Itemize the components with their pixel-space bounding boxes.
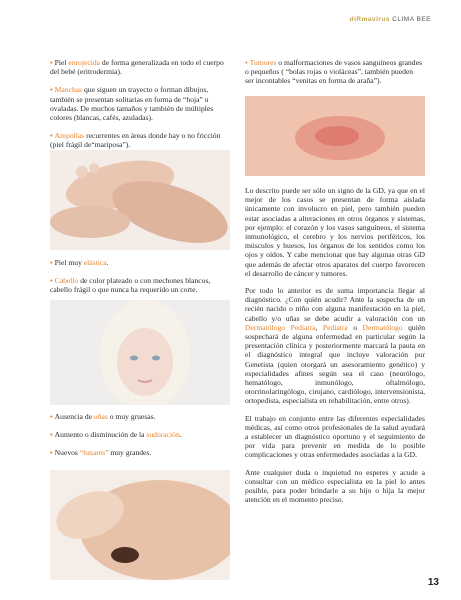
- left-bottom-list: [50, 412, 230, 467]
- right-body: [245, 186, 425, 513]
- albino-child-photo: [50, 300, 230, 405]
- baby-foot-photo: [50, 150, 230, 250]
- list-item: • Tumores o malformaciones de vasos sanguíneos grandes o pequeños ( “bolas rojas o violáceas”, también pueden ser incontables “venitas en forma de araña”).: [245, 58, 422, 86]
- mole-skin-photo: [50, 470, 230, 580]
- header-subtitle: CLIMA BEE: [392, 16, 431, 23]
- list-item: • Nuevos “lunares” muy grandes.: [50, 448, 152, 458]
- list-item: • Piel muy elástica.: [50, 258, 109, 267]
- left-top-list: [50, 58, 230, 159]
- paragraph: Lo descrito puede ser sólo un signo de la GD, ya que en el mejor de los casos se presentan de forma aislada únicamente con involucro en piel, pero también pueden estar asociadas a alteraciones en otros órganos y sistemas, por ejemplo: el corazón y los vasos sanguíneos, el sistema inmunológico, el cerebro y los nervios periféricos, los músculos y huesos, los órganos de los sentidos como los ojos y oídos. Y cabe mencionar que hay algunas otras GD que además de afectar otros aparatos del cuerpo favorecen el desarrollo de cáncer y tumores.: [245, 186, 425, 278]
- left-mid-list: [50, 258, 230, 304]
- page-number: 13: [427, 577, 439, 588]
- header-brand: diRmavirus: [349, 16, 391, 23]
- list-item: • Ampollas recurrentes en áreas donde hay o no fricción (piel frágil de“mariposa”).: [50, 131, 221, 150]
- red-skin-photo: [245, 96, 425, 176]
- list-item: • Aumento o disminución de la sudoración.: [50, 430, 182, 440]
- list-item: • Cabello de color plateado o con mechones blancos, cabello frágil o que nunca ha requerido un corte.: [50, 276, 211, 295]
- paragraph: Ante cualquier duda o inquietud no esperes y acude a consultar con un médico especialista en la piel lo antes posible, para poder brindarle a su hijo o hija la mejor atención en el momento preciso.: [245, 467, 425, 505]
- running-header: [350, 16, 431, 23]
- paragraph: El trabajo en conjunto entre las diferentes especialidades médicas, así como otros profesionales de la salud ayudará a establecer un diagnóstico oportuno y el seguimiento de por vida para prevenir en medida de lo posible complicaciones y otras enfermedades asociadas a la GD.: [245, 413, 425, 460]
- list-item: • Manchas que siguen un trayecto o forman dibujos, también se presentan solitarias en forma de “hoja” u ovaladas. De muchos tamaños y también de múltiples colores (blancas, cafés, azuladas).: [50, 85, 214, 123]
- right-top-list: [245, 58, 423, 95]
- paragraph: Por todo lo anterior es de suma importancia llegar al diagnóstico. ¿Con quién acudir? Ante la sospecha de un recién nacido o niño con alguna manifestación en la piel, cabello y/o uñas se debe acudir a valoración con un Dermatólogo Pediatra, Pediatra o Dermatólogo quién sospechará de alguna enfermedad en particular según la presentación clínica y posteriormente marcará la pauta en el diagnóstico integral que incluye valoración por Genetista (quien otorgará un asesoramiento genético) y especialidades afines según sea el caso (neurólogo, hematólogo, inmunólogo, oftalmólogo, otorrinolaringólogo, cirujano, cardiólogo, intervensionista, ortopedista, especialista en rehabilitación, entre otros).: [245, 286, 425, 406]
- list-item: • Ausencia de uñas o muy gruesas.: [50, 412, 156, 421]
- list-item: • Piel enrojecida de forma generalizada en todo el cuerpo del bebé (eritrodermia).: [50, 58, 224, 77]
